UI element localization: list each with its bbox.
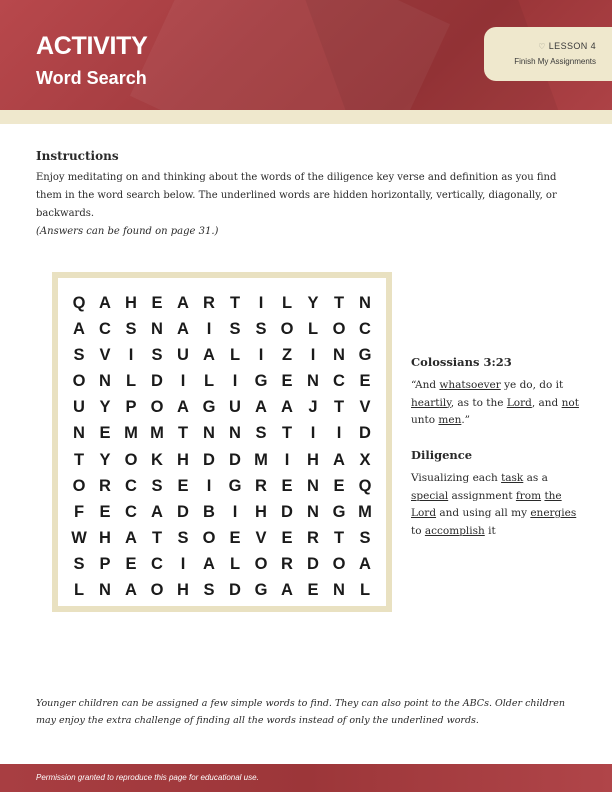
grid-letter: E (99, 424, 111, 443)
grid-letter: C (333, 372, 345, 391)
grid-letter: I (180, 372, 186, 391)
grid-row (66, 342, 378, 368)
text-run: , and (531, 396, 562, 409)
grid-letter: R (203, 294, 215, 312)
underlined-word: men (438, 414, 462, 426)
definition-block (411, 448, 581, 540)
text-run: as a (523, 472, 548, 484)
grid-letter: N (307, 502, 319, 521)
grid-letter: K (151, 450, 163, 469)
word-search-grid (66, 290, 378, 603)
footer-bar (0, 764, 612, 792)
grid-letter: E (359, 372, 371, 391)
underlined-word: heartily (411, 396, 451, 409)
text-run: ye do, do it (500, 379, 564, 391)
grid-row (66, 447, 378, 473)
text-run: assignment (448, 489, 516, 502)
grid-letter: O (72, 372, 86, 391)
grid-letter: H (99, 528, 111, 547)
grid-letter: I (206, 476, 212, 495)
grid-letter: P (125, 398, 137, 417)
grid-letter: P (99, 554, 111, 573)
grid-letter: G (254, 372, 268, 391)
grid-letter: D (229, 581, 241, 600)
grid-letter: M (150, 424, 164, 443)
grid-letter: H (255, 502, 267, 521)
grid-letter: R (255, 476, 267, 495)
grid-letter: E (99, 502, 111, 521)
grid-letter: A (151, 502, 163, 521)
grid-letter: A (255, 398, 267, 417)
grid-letter: I (284, 450, 290, 469)
grid-letter: S (203, 581, 215, 600)
grid-letter: L (307, 320, 319, 339)
grid-letter: Y (307, 294, 319, 312)
grid-letter: E (177, 476, 189, 495)
grid-letter: R (307, 528, 319, 547)
grid-letter: N (307, 476, 319, 495)
grid-row (66, 499, 378, 525)
grid-letter: I (128, 346, 134, 365)
grid-letter: O (254, 554, 268, 573)
text-run: “And (411, 379, 440, 391)
grid-letter: S (177, 528, 189, 547)
underlined-word: special (411, 489, 449, 502)
grid-letter: O (124, 450, 138, 469)
tip-note: Younger children can be assigned a few simple words to find. They can also point to the ABCs. Older children may enjoy the extra challenge of finding all the words instead of only the underlined words. (36, 698, 565, 726)
grid-letter: I (310, 346, 316, 365)
underlined-word: whatsoever (439, 379, 501, 391)
grid-letter: L (229, 346, 241, 365)
grid-letter: R (281, 554, 293, 573)
grid-letter: O (202, 528, 216, 547)
grid-letter: S (255, 320, 267, 339)
grid-letter: A (125, 528, 137, 547)
grid-letter: A (177, 320, 189, 339)
grid-letter: N (203, 424, 215, 443)
page-subtitle: Word Search (36, 68, 147, 88)
grid-letter: U (177, 346, 189, 365)
definition-heading: Diligence (411, 448, 473, 462)
grid-letter: O (72, 476, 86, 495)
grid-letter: D (177, 502, 189, 521)
grid-letter: T (281, 424, 293, 443)
grid-letter: O (332, 320, 346, 339)
underlined-word: from (515, 489, 542, 502)
grid-letter: H (125, 294, 137, 312)
grid-letter: I (258, 294, 264, 312)
grid-letter: E (281, 476, 293, 495)
grid-letter: T (333, 528, 345, 547)
underlined-word: accomplish (424, 524, 485, 537)
grid-letter: M (254, 450, 268, 469)
text-run: unto (411, 414, 439, 426)
grid-letter: S (125, 320, 137, 339)
lesson-name: Finish My Assignments (514, 57, 596, 66)
grid-row (66, 368, 378, 394)
grid-letter: I (206, 320, 212, 339)
grid-letter: G (228, 476, 242, 495)
grid-letter: C (125, 476, 137, 495)
grid-letter: H (307, 450, 319, 469)
grid-letter: N (151, 320, 163, 339)
grid-letter: N (99, 372, 111, 391)
grid-letter: A (281, 398, 293, 417)
grid-letter: N (359, 294, 371, 312)
definition-text (411, 470, 581, 540)
grid-letter: A (125, 581, 137, 600)
grid-letter: A (281, 581, 293, 600)
grid-letter: J (308, 398, 318, 417)
grid-letter: O (332, 554, 346, 573)
grid-letter: D (229, 450, 241, 469)
grid-letter: I (180, 554, 186, 573)
instructions-body (36, 169, 578, 241)
grid-letter: E (151, 294, 163, 312)
grid-letter: T (229, 294, 241, 312)
grid-letter: C (359, 320, 371, 339)
grid-letter: R (99, 476, 111, 495)
grid-letter: S (151, 476, 163, 495)
grid-letter: E (229, 528, 241, 547)
grid-row (66, 290, 378, 316)
grid-letter: L (229, 554, 241, 573)
grid-row (66, 473, 378, 499)
grid-letter: I (336, 424, 342, 443)
grid-letter: N (229, 424, 241, 443)
text-run: to (411, 524, 425, 537)
grid-letter: O (280, 320, 294, 339)
grid-letter: D (359, 424, 371, 443)
grid-letter: N (333, 346, 345, 365)
grid-letter: A (177, 398, 189, 417)
grid-letter: B (203, 502, 215, 521)
grid-letter: S (255, 424, 267, 443)
grid-letter: Q (72, 294, 86, 312)
grid-letter: H (177, 581, 189, 600)
grid-letter: A (359, 554, 371, 573)
underlined-word: Lord (506, 396, 532, 409)
word-search-frame (52, 272, 392, 612)
grid-letter: E (333, 476, 345, 495)
grid-letter: T (333, 398, 345, 417)
grid-letter: N (99, 581, 111, 600)
text-run: , as to the (450, 396, 507, 409)
grid-letter: I (232, 502, 238, 521)
grid-row (66, 420, 378, 446)
grid-letter: V (99, 346, 111, 365)
lesson-tab (484, 27, 612, 81)
grid-letter: L (73, 581, 85, 600)
underlined-word: not (561, 396, 579, 409)
grid-letter: N (73, 424, 85, 443)
grid-letter: Y (99, 398, 111, 417)
grid-letter: T (73, 450, 85, 469)
grid-letter: G (358, 346, 372, 365)
grid-letter: L (125, 372, 137, 391)
grid-letter: G (254, 581, 268, 600)
grid-letter: L (281, 294, 293, 312)
grid-letter: U (73, 398, 85, 417)
grid-letter: S (229, 320, 241, 339)
verse-block (411, 355, 581, 430)
grid-letter: T (333, 294, 345, 312)
grid-letter: M (358, 502, 372, 521)
grid-letter: G (332, 502, 346, 521)
grid-letter: T (177, 424, 189, 443)
grid-letter: L (203, 372, 215, 391)
grid-letter: X (359, 450, 371, 469)
answers-note: (Answers can be found on page 31.) (36, 226, 219, 237)
grid-letter: G (202, 398, 216, 417)
verse-heading: Colossians 3:23 (411, 355, 512, 369)
grid-row (66, 394, 378, 420)
grid-letter: E (281, 528, 293, 547)
text-run: and using all my (436, 507, 531, 519)
underlined-word: task (501, 472, 524, 484)
grid-letter: A (203, 554, 215, 573)
grid-letter: A (99, 294, 111, 312)
grid-letter: C (125, 502, 137, 521)
grid-letter: W (71, 528, 87, 547)
grid-letter: I (232, 372, 238, 391)
grid-letter: F (73, 502, 85, 521)
grid-letter: A (333, 450, 345, 469)
grid-letter: S (359, 528, 371, 547)
grid-letter: N (307, 372, 319, 391)
cream-band (0, 110, 612, 124)
grid-letter: C (99, 320, 111, 339)
grid-letter: D (281, 502, 293, 521)
grid-letter: E (307, 581, 319, 600)
grid-letter: A (177, 294, 189, 312)
grid-letter: Y (99, 450, 111, 469)
grid-letter: V (359, 398, 371, 417)
grid-letter: O (150, 398, 164, 417)
lesson-number (538, 41, 596, 51)
grid-letter: Z (281, 346, 293, 365)
heart-icon: ♡ (538, 42, 546, 51)
header-banner (0, 0, 612, 110)
grid-letter: E (281, 372, 293, 391)
grid-letter: U (229, 398, 241, 417)
grid-letter: S (73, 554, 85, 573)
grid-letter: S (151, 346, 163, 365)
grid-letter: L (359, 581, 371, 600)
grid-letter: A (203, 346, 215, 365)
instructions-text: Enjoy meditating on and thinking about the words of the diligence key verse and definition as you find them in the word search below. The underlined words are hidden horizontally, vertically, diagonally, or backwards. (36, 172, 557, 219)
grid-letter: I (310, 424, 316, 443)
instructions-heading: Instructions (36, 149, 119, 163)
text-run: it (484, 524, 496, 537)
verse-text (411, 377, 581, 430)
grid-letter: C (151, 554, 163, 573)
grid-letter: D (203, 450, 215, 469)
grid-row (66, 525, 378, 551)
grid-letter: E (125, 554, 137, 573)
grid-letter: N (333, 581, 345, 600)
grid-letter: V (255, 528, 267, 547)
grid-letter: A (73, 320, 85, 339)
footer-permission: Permission granted to reproduce this page for educational use. (36, 773, 259, 782)
grid-letter: O (150, 581, 164, 600)
grid-letter: Q (358, 476, 372, 495)
grid-row (66, 316, 378, 342)
grid-letter: T (151, 528, 163, 547)
lesson-label: LESSON 4 (548, 41, 596, 51)
grid-row (66, 577, 378, 603)
grid-letter: H (177, 450, 189, 469)
grid-letter: I (258, 346, 264, 365)
grid-row (66, 551, 378, 577)
text-run: Visualizing each (411, 472, 502, 484)
grid-letter: M (124, 424, 138, 443)
page-title: ACTIVITY (36, 32, 148, 60)
grid-letter: D (151, 372, 163, 391)
grid-letter: S (73, 346, 85, 365)
underlined-word: the Lord (411, 489, 562, 519)
underlined-word: energies (530, 507, 577, 519)
text-run: .” (461, 414, 471, 426)
grid-letter: D (307, 554, 319, 573)
